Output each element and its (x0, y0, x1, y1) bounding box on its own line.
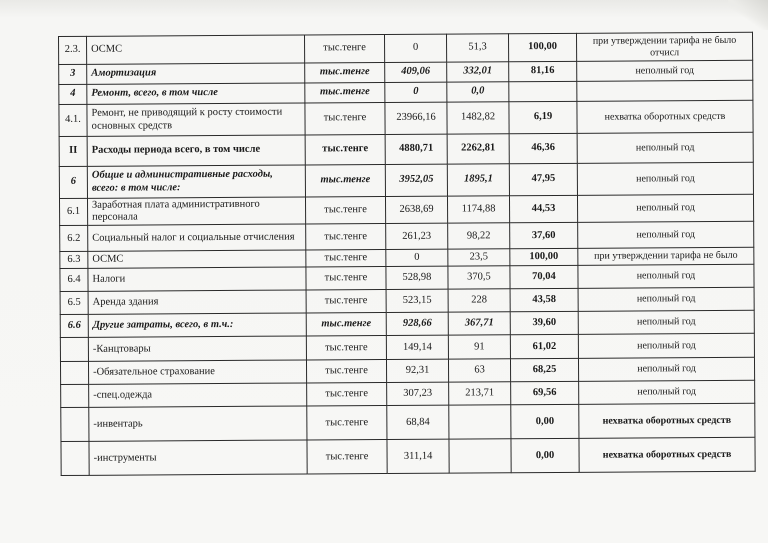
deviation-reason: нехватка оборотных средств (577, 100, 753, 133)
approved-value: 3952,05 (385, 164, 447, 196)
row-number (61, 407, 89, 441)
actual-value: 228 (448, 289, 510, 312)
execution-percent: 0,00 (511, 438, 579, 472)
execution-percent: 70,04 (510, 265, 578, 288)
deviation-reason: нехватка оборотных средств (579, 403, 755, 438)
execution-percent: 6,19 (509, 101, 577, 133)
execution-percent: 69,56 (511, 381, 579, 404)
deviation-reason: нехватка оборотных средств (579, 437, 755, 472)
row-number (61, 384, 89, 407)
execution-percent: 0,00 (511, 404, 579, 438)
row-number (60, 361, 88, 384)
execution-percent: 61,02 (510, 334, 578, 358)
execution-percent: 100,00 (508, 33, 576, 61)
item-name: -Канцтовары (88, 336, 306, 361)
unit-cell: тыс.тенге (307, 440, 387, 474)
item-name: Социальный налог и социальные отчисления (88, 224, 306, 251)
unit-cell: тыс.тенге (304, 35, 384, 63)
table-row (59, 162, 753, 198)
item-name: -спец.одежда (89, 383, 307, 407)
row-number: 6.3 (60, 251, 88, 268)
actual-value: 332,01 (447, 62, 509, 82)
actual-value (449, 439, 511, 473)
row-number: 4 (59, 84, 87, 104)
unit-cell: тыс.тенге (306, 336, 386, 360)
approved-value: 523,15 (386, 289, 448, 312)
tariff-expenses-table (58, 32, 756, 476)
actual-value: 91 (448, 335, 510, 359)
deviation-reason: неполный год (577, 162, 753, 195)
actual-value: 2262,81 (447, 134, 509, 164)
unit-cell: тыс.тенге (306, 267, 386, 290)
approved-value: 0 (386, 249, 448, 266)
approved-value: 261,23 (386, 223, 448, 249)
row-number: 6 (59, 166, 87, 198)
unit-cell: тыс.тенге (305, 197, 385, 225)
actual-value: 23,5 (448, 249, 510, 266)
deviation-reason: при утверждении тарифа не было (578, 247, 754, 265)
item-name: Расходы периода всего, в том числе (87, 135, 305, 166)
approved-value: 23966,16 (385, 102, 447, 134)
unit-cell: тыс.тенге (306, 250, 386, 267)
actual-value (449, 405, 511, 439)
item-name: Налоги (88, 267, 306, 291)
unit-cell: тыс.тенге (305, 83, 385, 103)
table-row (59, 32, 753, 64)
unit-cell: тыс.тенге (306, 290, 386, 313)
table-row (59, 100, 753, 136)
unit-cell: тыс.тенге (306, 224, 386, 250)
approved-value: 528,98 (386, 266, 448, 289)
row-number: 6.1 (59, 198, 87, 225)
actual-value: 1174,88 (447, 196, 509, 224)
execution-percent: 68,25 (510, 358, 578, 381)
execution-percent: 37,60 (510, 222, 578, 248)
deviation-reason (577, 80, 753, 101)
actual-value: 1482,82 (447, 102, 509, 134)
item-name: ОСМС (87, 35, 305, 64)
actual-value: 0,0 (447, 82, 509, 102)
approved-value: 4880,71 (385, 134, 447, 164)
deviation-reason: неполный год (578, 264, 754, 288)
deviation-reason: неполный год (577, 132, 753, 163)
item-name: -инструменты (89, 440, 307, 475)
unit-cell: тыс.тенге (305, 103, 385, 135)
row-number: 6.4 (60, 268, 88, 291)
table-row (59, 132, 753, 166)
execution-percent: 81,16 (509, 61, 577, 81)
approved-value: 928,66 (386, 312, 448, 335)
deviation-reason: неполный год (578, 221, 754, 248)
item-name: Ремонт, всего, в том числе (87, 83, 305, 104)
unit-cell: тыс.тенге (305, 63, 385, 83)
unit-cell: тыс.тенге (305, 135, 385, 165)
item-name: -Обязательное страхование (88, 360, 306, 384)
row-number: 3 (59, 64, 87, 84)
approved-value: 2638,69 (385, 196, 447, 224)
actual-value: 367,71 (448, 312, 510, 335)
unit-cell: тыс.тенге (306, 360, 386, 383)
unit-cell: тыс.тенге (307, 406, 387, 440)
table-row (59, 194, 753, 225)
deviation-reason: неполный год (577, 194, 753, 222)
row-number: 4.1. (59, 104, 87, 136)
actual-value: 51,3 (446, 34, 508, 62)
deviation-reason: неполный год (579, 380, 755, 404)
actual-value: 98,22 (448, 223, 510, 249)
item-name: Общие и административные расходы, всего: в том числе: (87, 165, 305, 198)
execution-percent (509, 81, 577, 101)
approved-value: 0 (384, 34, 446, 62)
row-number (61, 441, 89, 475)
approved-value: 409,06 (385, 62, 447, 82)
approved-value: 149,14 (386, 335, 448, 359)
page-corner-fold (728, 0, 768, 30)
item-name: -инвентарь (89, 406, 307, 441)
deviation-reason: неполный год (578, 310, 754, 334)
approved-value: 311,14 (387, 439, 449, 473)
table-row (61, 403, 755, 441)
actual-value: 370,5 (448, 266, 510, 289)
approved-value: 0 (385, 82, 447, 102)
item-name: ОСМС (88, 250, 306, 268)
deviation-reason: неполный год (578, 333, 754, 358)
actual-value: 63 (448, 359, 510, 382)
unit-cell: тыс.тенге (307, 383, 387, 406)
deviation-reason: неполный год (578, 287, 754, 311)
item-name: Амортизация (87, 63, 305, 84)
item-name: Аренда здания (88, 290, 306, 314)
execution-percent: 100,00 (510, 248, 578, 265)
approved-value: 68,84 (387, 405, 449, 439)
deviation-reason: неполный год (577, 60, 753, 81)
item-name: Заработная плата административного персонала (87, 197, 305, 225)
row-number: 6.6 (60, 314, 88, 337)
row-number: 6.5 (60, 291, 88, 314)
deviation-reason: при утверждении тарифа не было отчисл (576, 32, 752, 61)
actual-value: 213,71 (449, 382, 511, 405)
item-name: Другие затраты, всего, в т.ч.: (88, 313, 306, 337)
item-name: Ремонт, не приводящий к росту стоимости основных средств (87, 103, 305, 136)
execution-percent: 39,60 (510, 311, 578, 334)
row-number: 2.3. (59, 36, 87, 64)
unit-cell: тыс.тенге (305, 165, 385, 197)
deviation-reason: неполный год (578, 357, 754, 381)
execution-percent: 46,36 (509, 133, 577, 163)
actual-value: 1895,1 (447, 164, 509, 196)
execution-percent: 44,53 (509, 195, 577, 223)
execution-percent: 43,58 (510, 288, 578, 311)
approved-value: 307,23 (387, 382, 449, 405)
row-number: II (59, 136, 87, 166)
row-number (60, 337, 88, 361)
unit-cell: тыс.тенге (306, 313, 386, 336)
table-row (61, 437, 755, 475)
execution-percent: 47,95 (509, 163, 577, 195)
row-number: 6.2 (60, 225, 88, 251)
approved-value: 92,31 (386, 359, 448, 382)
